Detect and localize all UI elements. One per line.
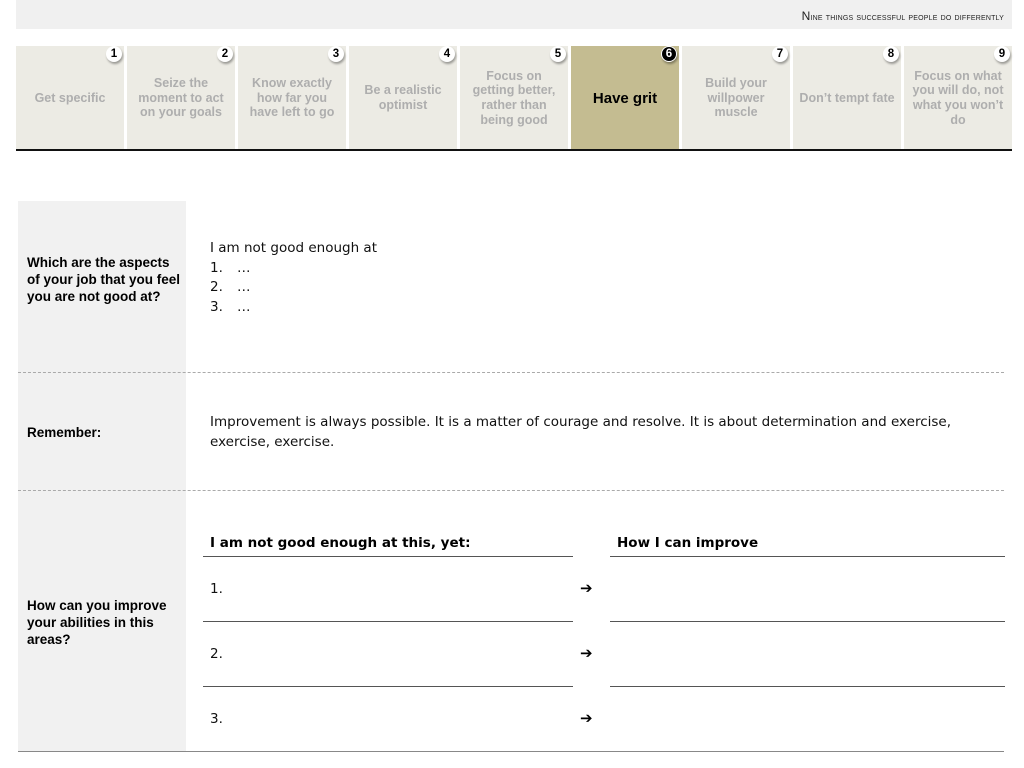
table-rule xyxy=(203,686,573,687)
step-label: Focus on what you will do, not what you won’t do xyxy=(912,68,1004,127)
step-6-active[interactable] xyxy=(571,46,679,150)
step-2[interactable] xyxy=(127,46,235,150)
bottom-rule xyxy=(18,751,1004,752)
row-number: 1. xyxy=(210,581,223,597)
table-rule xyxy=(203,556,573,557)
step-label: Focus on getting better, rather than being good xyxy=(472,68,556,127)
step-8[interactable] xyxy=(793,46,901,150)
step-4[interactable] xyxy=(349,46,457,150)
arrow-right-icon: ➔ xyxy=(580,709,593,727)
remember-label: Remember: xyxy=(27,425,102,440)
step-label: Know exactly how far you have left to go xyxy=(249,76,335,120)
step-label: Seize the moment to act on your goals xyxy=(138,76,224,120)
table-rule xyxy=(610,686,1005,687)
step-number-badge: 3 xyxy=(328,46,344,62)
col-header-how-to-improve: How I can improve xyxy=(617,535,759,551)
step-3[interactable] xyxy=(238,46,346,150)
page-title: Nine things successful people do differently xyxy=(801,9,1004,23)
table-rule xyxy=(610,556,1005,557)
step-number-badge: 7 xyxy=(772,46,788,62)
step-number-badge: 5 xyxy=(550,46,566,62)
step-number-badge: 6 xyxy=(661,46,677,62)
arrow-right-icon: ➔ xyxy=(580,644,593,662)
step-number-badge: 4 xyxy=(439,46,455,62)
header-bar xyxy=(16,0,1012,29)
list-item-text: … xyxy=(237,259,251,276)
list-item xyxy=(210,298,377,318)
aspects-answer xyxy=(210,239,377,317)
list-item-number: 2. xyxy=(210,279,223,295)
step-5[interactable] xyxy=(460,46,568,150)
list-item xyxy=(210,278,377,298)
steps-nav xyxy=(16,46,1012,150)
step-number-badge: 8 xyxy=(883,46,899,62)
improve-question: How can you improve your abilities in this areas? xyxy=(27,598,167,647)
row-number: 3. xyxy=(210,711,223,727)
col-header-not-good-enough: I am not good enough at this, yet: xyxy=(210,535,471,551)
step-label: Have grit xyxy=(592,89,658,107)
arrow-right-icon: ➔ xyxy=(580,579,593,597)
steps-divider xyxy=(16,149,1012,151)
list-item-text: … xyxy=(237,279,251,295)
list-item xyxy=(210,259,377,279)
table-rule xyxy=(610,621,1005,622)
step-number-badge: 1 xyxy=(106,46,122,62)
step-label: Be a realistic optimist xyxy=(364,83,442,112)
step-label: Build your willpower muscle xyxy=(705,76,767,120)
remember-text: Improvement is always possible. It is a matter of courage and resolve. It is about determination and exercise, exercise, exercise. xyxy=(210,414,951,450)
step-label: Don’t tempt fate xyxy=(799,90,895,105)
step-number-badge: 9 xyxy=(994,46,1010,62)
step-7[interactable] xyxy=(682,46,790,150)
list-item-number: 3. xyxy=(210,298,223,315)
step-9[interactable] xyxy=(904,46,1012,150)
list-item-number: 1. xyxy=(210,259,223,276)
step-1[interactable] xyxy=(16,46,124,150)
section-divider xyxy=(18,372,1004,373)
aspects-intro: I am not good enough at xyxy=(210,240,377,256)
aspects-question: Which are the aspects of your job that you feel you are not good at? xyxy=(27,255,181,304)
list-item-text: … xyxy=(237,298,251,315)
section-divider xyxy=(18,490,1004,491)
table-rule xyxy=(203,621,573,622)
step-number-badge: 2 xyxy=(217,46,233,62)
step-label: Get specific xyxy=(34,90,106,105)
row-number: 2. xyxy=(210,646,223,662)
